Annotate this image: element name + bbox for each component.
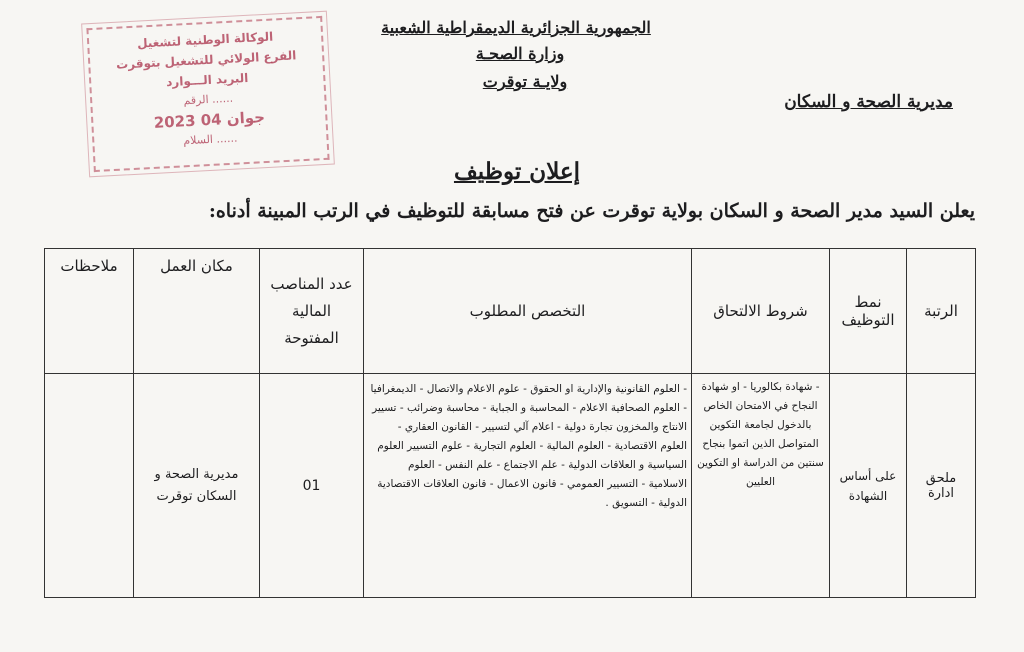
cell-workplace: مديرية الصحة و السكان توقرت xyxy=(134,374,260,598)
cell-positions: 01 xyxy=(260,374,364,598)
header-notes: ملاحظات xyxy=(45,249,134,374)
stamp-date: 2023 جوان 04 xyxy=(153,108,266,132)
header-workplace: مكان العمل xyxy=(134,249,260,374)
cell-conditions: - شهادة بكالوريا - او شهادة النجاح في الامتحان الخاص بالدخول لجامعة التكوين المتواصل الذين اتموا بنجاح سنتين من الدراسة او التكوين العليين xyxy=(692,374,830,598)
recruitment-table xyxy=(44,248,976,598)
cell-rank: ملحق ادارة xyxy=(907,374,976,598)
stamp-line-2: الفرع الولائي للتشغيل بتوقرت xyxy=(115,48,297,72)
republic-header: الجمهورية الجزائرية الديمقراطية الشعبية xyxy=(381,18,651,37)
header-conditions: شروط الالتحاق xyxy=(692,249,830,374)
announcement-intro: يعلن السيد مدير الصحة و السكان بولاية توقرت عن فتح مسابقة للتوظيف في الرتب المبينة أدناه: xyxy=(208,200,975,222)
cell-mode: على أساس الشهادة xyxy=(830,374,907,598)
cell-notes xyxy=(45,374,134,598)
header-rank: الرتبة xyxy=(907,249,976,374)
incoming-mail-stamp xyxy=(86,16,329,172)
table-header-row xyxy=(45,249,976,374)
stamp-line-4: الرقم ...... xyxy=(183,91,234,108)
table-row xyxy=(45,374,976,598)
ministry-header: وزارة الصحـة xyxy=(475,44,565,63)
directorate-header: مديرية الصحة و السكان xyxy=(784,92,953,112)
announcement-title: إعلان توظيف xyxy=(453,158,581,185)
stamp-line-5: السلام ...... xyxy=(183,131,238,148)
header-mode: نمط التوظيف xyxy=(830,249,907,374)
wilaya-header: ولايـة توقرت xyxy=(482,72,568,91)
header-positions: عدد المناصب المالية المفتوحة xyxy=(260,249,364,374)
header-specialty: التخصص المطلوب xyxy=(364,249,692,374)
cell-specialty: - العلوم القانونية والإدارية او الحقوق - علوم الاعلام والاتصال - الديمغرافيا - العلوم الصحافية الاعلام - المحاسبة و الجباية - محاسبة وضرائب - تسيير الانتاج والمخزون تجارة دولية - اعلام آلي لتسيير - القانون العقاري - العلوم الاقتصادية - العلوم المالية - العلوم التجارية - علوم التسيير العلوم السياسية و العلاقات الدولية - علم الاجتماع - علم النفس - العلوم الاسلامية - التسيير العمومي - قانون الاعمال - قانون العلاقات الاقتصادية الدولية - التسويق . xyxy=(364,374,692,598)
stamp-line-1: الوكالة الوطنية لتشغيل xyxy=(136,29,274,51)
stamp-line-3: البريد الـــوارد xyxy=(165,70,249,90)
